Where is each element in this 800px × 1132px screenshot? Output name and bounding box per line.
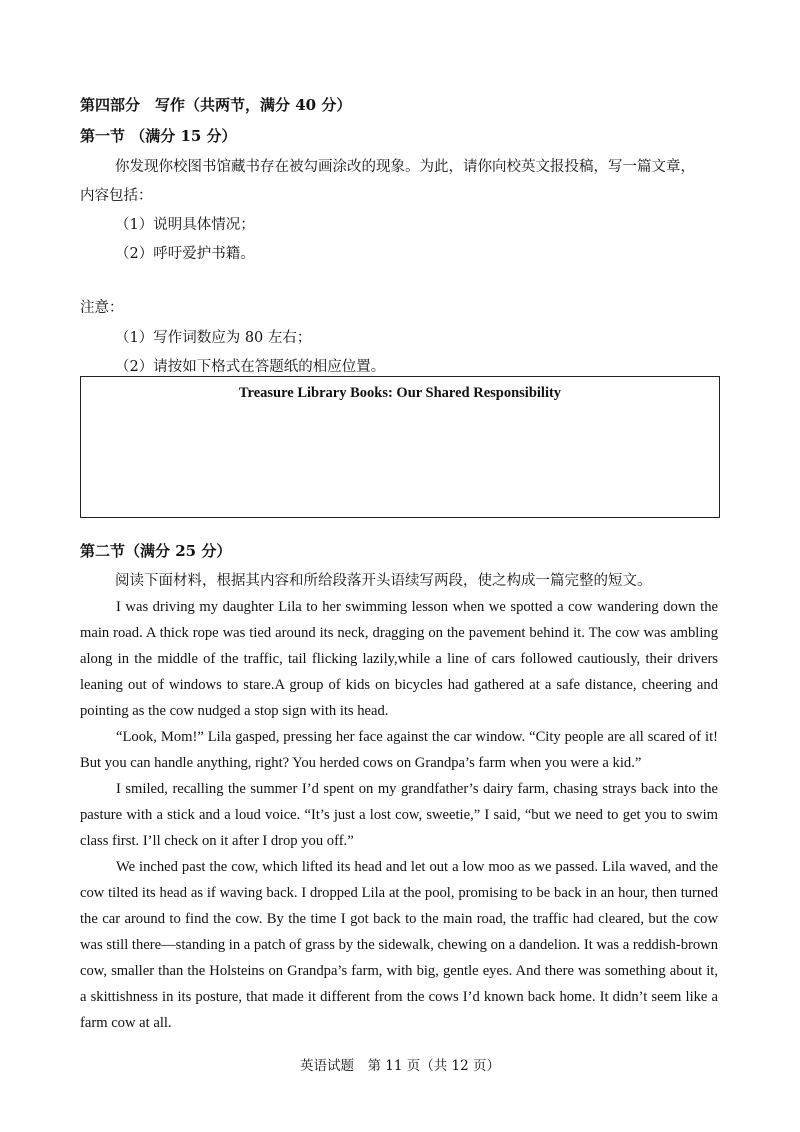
section1-prompt-line2: 内容包括： (80, 188, 153, 204)
page-footer: 英语试题 第 11 页（共 12 页） (299, 1058, 501, 1074)
section1-prompt-line1: 你发现你校图书馆藏书存在被勾画涂改的现象。为此，请你向校英文报投稿，写一篇文章， (115, 159, 695, 175)
story-paragraph-4: We inched past the cow, which lifted its head and let out a low moo as we passed. Lila waved, and the cow tilted its head as if waving back. I dropped Lila at the pool, promising to be back in an hour, then turned the car around to find the cow. By the time I got back to the main road, the traffic had cleared, but the cow was still there—standing in a patch of grass by the sidewalk, chewing on a dandelion. It was a reddish-brown cow, smaller than the Holsteins on Grandpa’s farm, with big, gentle eyes. And there was something about it, a skittishness in its posture, that made it different from the cows I’d known back home. It didn’t seem like a farm cow at all. (80, 859, 718, 1031)
part-title: 第四部分 写作（共两节，满分 40 分） (80, 96, 352, 114)
section2-instruction: 阅读下面材料，根据其内容和所给段落开头语续写两段，使之构成一篇完整的短文。 (115, 573, 652, 589)
notice-item-2: （2）请按如下格式在答题纸的相应位置。 (115, 359, 386, 375)
notice-item-1: （1）写作词数应为 80 左右； (115, 330, 312, 346)
notice-label: 注意： (80, 300, 124, 316)
answer-box-title: Treasure Library Books: Our Shared Responsibility (238, 385, 562, 401)
section2-title: 第二节（满分 25 分） (80, 542, 232, 560)
answer-box (80, 376, 720, 518)
story-paragraph-3: I smiled, recalling the summer I’d spent on my grandfather’s dairy farm, chasing strays back into the pasture with a stick and a loud voice. “It’s just a lost cow, sweetie,” I said, “but we need to get you to swim class first. I’ll check on it after I drop you off.” (80, 781, 718, 849)
content-item-1: （1）说明具体情况； (115, 217, 255, 233)
story-paragraph-1: I was driving my daughter Lila to her swimming lesson when we spotted a cow wandering down the main road. A thick rope was tied around its neck, dragging on the pavement behind it. The cow was ambling along in the middle of the traffic, tail flicking lazily,while a line of cars followed cautiously, their drivers leaning out of windows to stare.A group of kids on bicycles had gathered at a safe distance, cheering and pointing as the cow nudged a stop sign with its head. (80, 599, 718, 719)
content-item-2: （2）呼吁爱护书籍。 (115, 246, 255, 262)
section1-title: 第一节 （满分 15 分） (80, 127, 237, 145)
story-text (80, 594, 718, 1036)
story-paragraph-2: “Look, Mom!” Lila gasped, pressing her face against the car window. “City people are all scared of it! But you can handle anything, right? You herded cows on Grandpa’s farm when you were a kid.” (80, 729, 718, 771)
